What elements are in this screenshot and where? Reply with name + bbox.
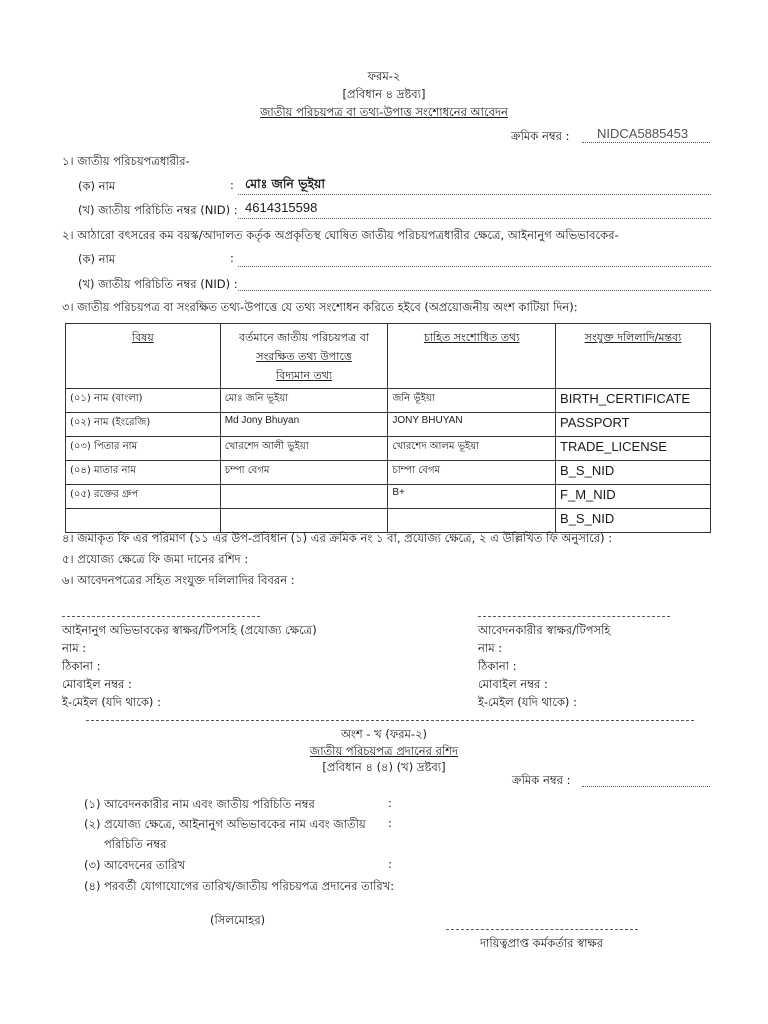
guardian-email: ই-মেইল (যদি থাকে) : — [62, 695, 161, 709]
guardian-signature-line — [62, 616, 260, 617]
receipt-line-2-cont: পরিচিতি নম্বর — [104, 837, 167, 851]
guardian-address: ঠিকানা : — [62, 659, 101, 673]
table-row — [66, 509, 711, 533]
header-requested-text: চাহিত সংশোধিত তথ্য — [423, 331, 520, 344]
guardian-nid-line — [238, 290, 711, 291]
applicant-name: নাম : — [478, 641, 503, 655]
header-documents — [556, 324, 711, 389]
cell-current — [220, 509, 388, 533]
table-row — [66, 413, 711, 437]
header-documents-text: সংযুক্ত দলিলাদি/মন্তব্য — [584, 331, 682, 344]
serial-value: NIDCA5885453 — [597, 126, 689, 141]
table-row — [66, 437, 711, 461]
correction-table — [65, 323, 711, 533]
holder-name-colon: : — [230, 178, 234, 192]
receipt-line-2: (২) প্রযোজ্য ক্ষেত্রে, আইনানুগ অভিভাবকের নাম এবং জাতীয় — [84, 817, 366, 831]
header-requested — [388, 324, 556, 389]
cell-document: F_M_NID — [556, 485, 711, 509]
receipt-line-4: (৪) পরবর্তী যোগাযোগের তারিখ/জাতীয় পরিচয়পত্র প্রদানের তারিখ: — [84, 879, 395, 893]
cell-document: B_S_NID — [556, 461, 711, 485]
part-b-title: অংশ - খ (ফরম-২) — [340, 727, 428, 741]
cell-subject — [66, 509, 221, 533]
holder-nid-line — [238, 218, 711, 219]
item5-fee-receipt: ৫। প্রযোজ্য ক্ষেত্রে ফি জমা দানের রশিদ : — [62, 552, 249, 566]
cell-current: চম্পা বেগম — [220, 461, 388, 485]
section1-heading: ১। জাতীয় পরিচয়পত্রধারীর- — [62, 154, 190, 168]
header-current — [220, 324, 388, 389]
cell-subject: (০৪) মাতার নাম — [66, 461, 221, 485]
section2-heading: ২। আঠারো বৎসরের কম বয়স্ক/আদালত কর্তৃক অপ্রকৃতিস্থ ঘোষিত জাতীয় পরিচয়পত্রধারীর ক্ষেত্রে, আইনানুগ অভিভাবকের- — [62, 228, 619, 242]
cell-current: মোঃ জনি ভূইয়া — [220, 389, 388, 413]
cell-subject: (০৩) পিতার নাম — [66, 437, 221, 461]
holder-nid-value: 4614315598 — [245, 200, 318, 215]
part-b-serial-label: ক্রমিক নম্বর : — [512, 773, 571, 787]
receipt-line-3: (৩) আবেদনের তারিখ — [84, 858, 186, 872]
header-subject — [66, 324, 221, 389]
applicant-signature-label: আবেদনকারীর স্বাক্ষর/টিপসহি — [478, 623, 611, 637]
receipt-colon-2: : — [388, 816, 392, 830]
cell-subject: (০২) নাম (ইংরেজি) — [66, 413, 221, 437]
section3-heading: ৩। জাতীয় পরিচয়পত্র বা সংরক্ষিত তথ্য-উপাত্তে যে তথ্য সংশোধন করিতে হইবে (অপ্রয়োজনীয় অংশ কাটিয়া দিন): — [62, 300, 578, 314]
guardian-name-label: (ক) নাম — [78, 252, 116, 266]
cell-requested: খোরশেদ আলম ভূইয়া — [388, 437, 556, 461]
holder-name-value: মোঃ জনি ভূইয়া — [245, 176, 326, 191]
holder-name-line — [238, 194, 711, 195]
guardian-name-colon: : — [230, 251, 234, 265]
guardian-mobile: মোবাইল নম্বর : — [62, 677, 132, 691]
guardian-name-line — [238, 266, 711, 267]
officer-signature-label: দায়িত্বপ্রাপ্ত কর্মকর্তার স্বাক্ষর — [480, 936, 604, 950]
cell-document: BIRTH_CERTIFICATE — [556, 389, 711, 413]
cell-subject: (০৫) রক্তের গ্রুপ — [66, 485, 221, 509]
header-subject-text: বিষয় — [131, 331, 154, 344]
cell-document: B_S_NID — [556, 509, 711, 533]
cell-requested: জনি ভূঁইয়া — [388, 389, 556, 413]
cell-requested: চাম্পা বেগম — [388, 461, 556, 485]
cell-requested — [388, 509, 556, 533]
form-number: ফরম-২ — [367, 69, 401, 83]
serial-label: ক্রমিক নম্বর : — [511, 129, 570, 143]
applicant-address: ঠিকানা : — [478, 659, 517, 673]
holder-name-label: (ক) নাম — [78, 179, 116, 193]
part-b-rule-reference: [প্রবিধান ৪ (৪) (খ) দ্রষ্টব্য] — [322, 760, 446, 774]
applicant-email: ই-মেইল (যদি থাকে) : — [478, 695, 577, 709]
rule-reference: [প্রবিধান ৪ দ্রষ্টব্য] — [342, 87, 426, 101]
cell-document: PASSPORT — [556, 413, 711, 437]
cell-current: খোরশেদ আলী ভুইয়া — [220, 437, 388, 461]
item4-fee-amount: ৪। জমাকৃত ফি এর পরিমাণ (১১ এর উপ-প্রবিধান (১) এর ক্রমিক নং ১ বা, প্রযোজ্য ক্ষেত্রে, ২ এ উল্লিখিত ফি অনুসারে) : — [62, 531, 613, 545]
cell-document: TRADE_LICENSE — [556, 437, 711, 461]
holder-nid-label: (খ) জাতীয় পরিচিতি নম্বর (NID) : — [78, 203, 238, 217]
header-current-line3: বিদ্যমান তথ্য — [275, 369, 333, 382]
part-b-serial-line — [582, 786, 710, 787]
receipt-colon-3: : — [388, 857, 392, 871]
header-current-line2: সংরক্ষিত তথ্য উপাত্তে — [256, 350, 352, 363]
guardian-signature-label: আইনানুগ অভিভাবকের স্বাক্ষর/টিপসহি (প্রযোজ্য ক্ষেত্রে) — [62, 623, 317, 637]
cell-subject: (০১) নাম (বাংলা) — [66, 389, 221, 413]
header-current-line1: বর্তমানে জাতীয় পরিচয়পত্র বা — [239, 331, 370, 344]
cell-requested: JONY BHUYAN — [388, 413, 556, 437]
section-separator — [86, 720, 694, 721]
receipt-colon-1: : — [388, 796, 392, 810]
form-title — [0, 104, 768, 123]
serial-line — [582, 142, 710, 143]
part-b-subtitle-text: জাতীয় পরিচয়পত্র প্রদানের রশিদ — [309, 744, 459, 758]
cell-current — [220, 485, 388, 509]
receipt-line-1: (১) আবেদনকারীর নাম এবং জাতীয় পরিচিতি নম্বর — [84, 797, 315, 811]
table-row — [66, 389, 711, 413]
guardian-name: নাম : — [62, 641, 87, 655]
table-header-row — [66, 324, 711, 389]
applicant-mobile: মোবাইল নম্বর : — [478, 677, 548, 691]
table-row — [66, 485, 711, 509]
form-title-text: জাতীয় পরিচয়পত্র বা তথ্য-উপাত্ত সংশোধনের আবেদন — [260, 105, 508, 119]
officer-signature-line — [446, 929, 638, 930]
guardian-nid-label: (খ) জাতীয় পরিচিতি নম্বর (NID) : — [78, 277, 238, 291]
applicant-signature-line — [478, 616, 670, 617]
cell-requested: B+ — [388, 485, 556, 509]
table-row — [66, 461, 711, 485]
cell-current: Md Jony Bhuyan — [220, 413, 388, 437]
seal-label: (সিলমোহর) — [210, 913, 266, 927]
item6-attachments: ৬। আবেদনপত্রের সহিত সংযুক্ত দলিলাদির বিবরন : — [62, 573, 295, 587]
